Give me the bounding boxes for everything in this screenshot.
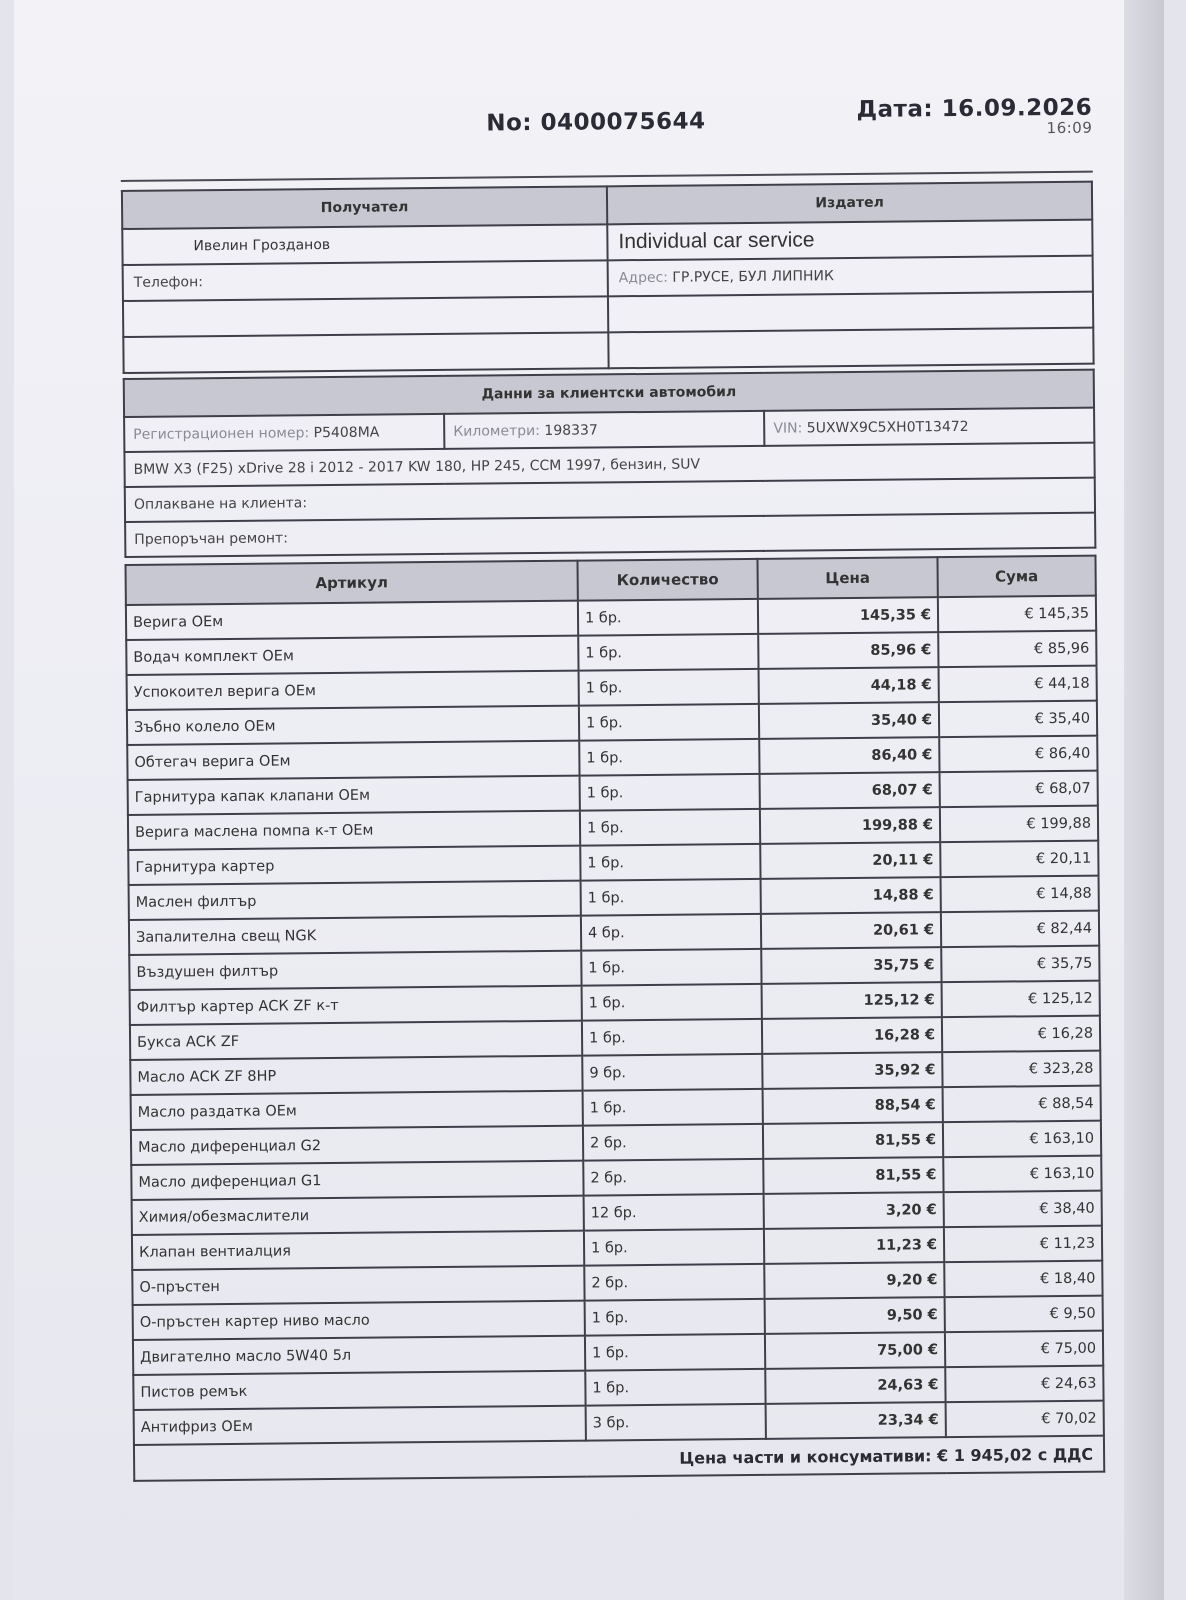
col-article: Артикул [126,561,578,605]
document-number: No: 0400075644 [486,108,706,137]
item-quantity: 1 бр. [579,704,759,741]
item-price: 35,92 € [762,1052,942,1089]
item-quantity: 1 бр. [581,879,761,916]
address-label: Адрес: [618,269,669,287]
item-sum: € 82,44 [941,911,1099,948]
reg-value: P5408MA [313,424,380,441]
recipient-title: Получател [122,186,607,229]
item-sum: € 18,40 [944,1261,1102,1298]
item-price: 20,61 € [761,912,941,949]
vehicle-model: BMW X3 (F25) xDrive 28 i 2012 - 2017 KW 180, HP 245, CCM 1997, бензин, SUV [124,443,1094,487]
item-sum: € 125,12 [942,981,1100,1018]
item-sum: € 163,10 [943,1121,1101,1158]
item-sum: € 145,35 [938,596,1096,633]
item-quantity: 1 бр. [579,739,759,776]
item-quantity: 2 бр. [584,1264,764,1301]
item-price: 86,40 € [759,737,939,774]
item-name: Масло диференциал G1 [131,1161,583,1200]
item-price: 35,75 € [761,947,941,984]
item-name: О-пръстен [132,1266,584,1305]
address-cell [608,256,1093,297]
paper-sheet [14,0,1164,1600]
item-price: 75,00 € [765,1332,945,1369]
item-quantity: 1 бр. [585,1369,765,1406]
vehicle-title: Данни за клиентски автомобил [124,370,1094,417]
phone-label: Телефон: [123,260,608,301]
col-sum: Сума [937,556,1095,598]
item-quantity: 1 бр. [580,809,760,846]
document-header [120,87,1093,180]
item-name: Успокоител верига OEм [127,671,579,710]
item-sum: € 44,18 [939,666,1097,703]
item-sum: € 86,40 [939,736,1097,773]
item-name: Верига маслена помпа к-т OEм [128,811,580,850]
item-name: Клапан вентиалция [132,1231,584,1270]
item-sum: € 35,40 [939,701,1097,738]
item-name: Филтър картер АСК ZF к-т [130,986,582,1025]
item-price: 81,55 € [763,1122,943,1159]
item-name: Водач комплект OEм [126,636,578,675]
parties-table [121,181,1095,374]
invoice-document [120,87,1105,1482]
issuer-name: Individual car service [607,220,1092,261]
item-sum: € 68,07 [940,771,1098,808]
col-quantity: Количество [577,559,757,601]
item-price: 3,20 € [764,1192,944,1229]
item-price: 35,40 € [759,702,939,739]
item-sum: € 38,40 [944,1191,1102,1228]
reg-label: Регистрационен номер: [133,424,310,443]
item-name: Букса АСК ZF [130,1021,582,1060]
item-name: Верига OEм [126,601,578,640]
item-price: 125,12 € [762,982,942,1019]
item-quantity: 1 бр. [585,1334,765,1371]
document-time: 16:09 [1046,118,1093,138]
item-price: 85,96 € [758,632,938,669]
item-sum: € 14,88 [941,876,1099,913]
item-name: О-пръстен картер ниво масло [133,1301,585,1340]
item-name: Гарнитура картер [128,846,580,885]
item-quantity: 2 бр. [583,1159,763,1196]
item-name: Пистов ремък [133,1371,585,1410]
item-sum: € 24,63 [945,1366,1103,1403]
document-date: Дата: 16.09.2026 [856,94,1093,123]
vin-cell [764,408,1094,446]
item-sum: € 199,88 [940,806,1098,843]
items-body [126,596,1104,1445]
address-value: ГР.РУСЕ, БУЛ ЛИПНИК [672,268,834,286]
vin-label: VIN: [773,419,803,437]
item-sum: € 9,50 [945,1296,1103,1333]
item-quantity: 1 бр. [583,1089,763,1126]
item-sum: € 85,96 [938,631,1096,668]
item-sum: € 35,75 [941,946,1099,983]
item-quantity: 1 бр. [580,774,760,811]
col-price: Цена [757,557,937,599]
document-date-block [856,95,1092,139]
item-quantity: 2 бр. [583,1124,763,1161]
total-amount: Цена части и консумативи: € 1 945,02 с ДДС [134,1436,1104,1481]
recipient-name: Ивелин Грозданов [122,224,607,265]
item-quantity: 1 бр. [585,1299,765,1336]
item-quantity: 3 бр. [586,1404,766,1441]
complaint-label: Оплакване на клиента: [125,478,1095,522]
item-sum: € 323,28 [942,1051,1100,1088]
item-quantity: 9 бр. [582,1054,762,1091]
vehicle-table [123,369,1097,558]
item-price: 199,88 € [760,807,940,844]
item-price: 81,55 € [763,1157,943,1194]
item-price: 14,88 € [761,877,941,914]
item-quantity: 1 бр. [581,949,761,986]
km-value: 198337 [544,421,598,439]
item-price: 145,35 € [758,597,938,634]
item-name: Обтегач верига OEм [127,741,579,780]
item-name: Запалителна свещ NGK [129,916,581,955]
item-quantity: 12 бр. [584,1194,764,1231]
item-sum: € 88,54 [943,1086,1101,1123]
item-quantity: 4 бр. [581,914,761,951]
item-price: 68,07 € [760,772,940,809]
item-name: Гарнитура капак клапани OEм [128,776,580,815]
item-price: 24,63 € [765,1367,945,1404]
item-quantity: 1 бр. [578,599,758,636]
item-price: 9,20 € [764,1262,944,1299]
item-name: Антифриз OEм [134,1406,586,1445]
item-quantity: 1 бр. [580,844,760,881]
item-price: 16,28 € [762,1017,942,1054]
item-name: Масло АСК ZF 8HP [130,1056,582,1095]
item-sum: € 75,00 [945,1331,1103,1368]
item-name: Маслен филтър [129,881,581,920]
item-name: Въздушен филтър [129,951,581,990]
vin-value: 5UXWX9C5XH0T13472 [806,418,969,436]
reg-cell [124,414,444,452]
item-price: 88,54 € [763,1087,943,1124]
km-label: Километри: [453,422,540,440]
item-sum: € 70,02 [946,1401,1104,1438]
km-cell [444,411,764,449]
item-name: Двигателно масло 5W40 5л [133,1336,585,1375]
items-table [124,555,1105,1482]
issuer-title: Издател [607,182,1092,225]
item-sum: € 163,10 [943,1156,1101,1193]
item-price: 11,23 € [764,1227,944,1264]
item-sum: € 20,11 [940,841,1098,878]
item-name: Химия/обезмаслители [132,1196,584,1235]
repair-label: Препоръчан ремонт: [125,513,1095,557]
item-price: 23,34 € [766,1402,946,1439]
item-name: Зъбно колело OEм [127,706,579,745]
item-price: 20,11 € [760,842,940,879]
item-quantity: 1 бр. [578,634,758,671]
paper-edge-shadow [1124,0,1164,1600]
item-name: Масло раздатка OEм [131,1091,583,1130]
item-quantity: 1 бр. [579,669,759,706]
item-price: 9,50 € [765,1297,945,1334]
item-quantity: 1 бр. [584,1229,764,1266]
item-quantity: 1 бр. [582,1019,762,1056]
item-name: Масло диференциал G2 [131,1126,583,1165]
item-sum: € 11,23 [944,1226,1102,1263]
item-price: 44,18 € [759,667,939,704]
item-sum: € 16,28 [942,1016,1100,1053]
item-quantity: 1 бр. [582,984,762,1021]
